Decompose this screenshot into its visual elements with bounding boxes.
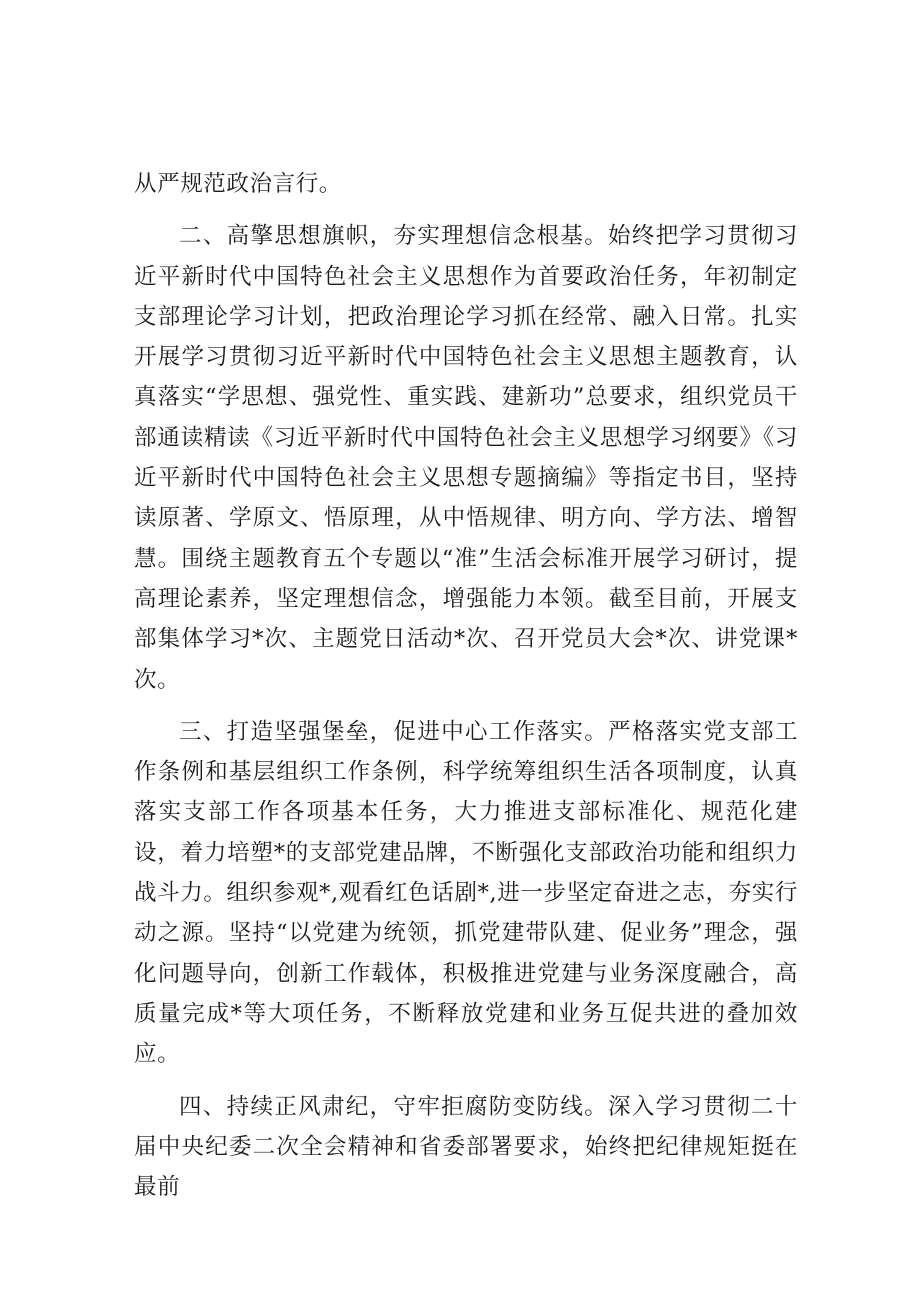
paragraph-section-three: 三、打造坚强堡垒，促进中心工作落实。严格落实党支部工作条例和基层组织工作条例，科学统筹组织生活各项制度，认真落实支部工作各项基本任务，大力推进支部标准化、规范化建设，着力培塑*的支部党建品牌，不断强化支部政治功能和组织力战斗力。组织参观*,观看红色话剧*,进一步坚定奋进之志，夯实行动之源。坚持“以党建为统领，抓党建带队建、促业务”理念，强化问题导向，创新工作载体，积极推进党建与业务深度融合，高质量完成*等大项任务，不断释放党建和业务互促共进的叠加效应。 <box>134 718 798 1068</box>
paragraph-section-two: 二、高擎思想旗帜，夯实理想信念根基。始终把学习贯彻习近平新时代中国特色社会主义思想作为首要政治任务，年初制定支部理论学习计划，把政治理论学习抓在经常、融入日常。扎实开展学习贯彻习近平新时代中国特色社会主义思想主题教育，认真落实“学思想、强党性、重实践、建新功”总要求，组织党员干部通读精读《习近平新时代中国特色社会主义思想学习纲要》《习近平新时代中国特色社会主义思想专题摘编》等指定书目，坚持读原著、学原文、悟原理，从中悟规律、明方向、学方法、增智慧。围绕主题教育五个专题以“准”生活会标准开展学习研讨，提高理论素养，坚定理想信念，增强能力本领。截至目前，开展支部集体学习*次、主题党日活动*次、召开党员大会*次、讲党课*次。 <box>134 223 798 693</box>
paragraph-continuation: 从严规范政治言行。 <box>134 171 342 197</box>
paragraph-section-four: 四、持续正风肃纪，守牢拒腐防变防线。深入学习贯彻二十届中央纪委二次全会精神和省委部署要求，始终把纪律规矩挺在最前 <box>134 1093 798 1201</box>
document-body <box>134 164 798 1219</box>
